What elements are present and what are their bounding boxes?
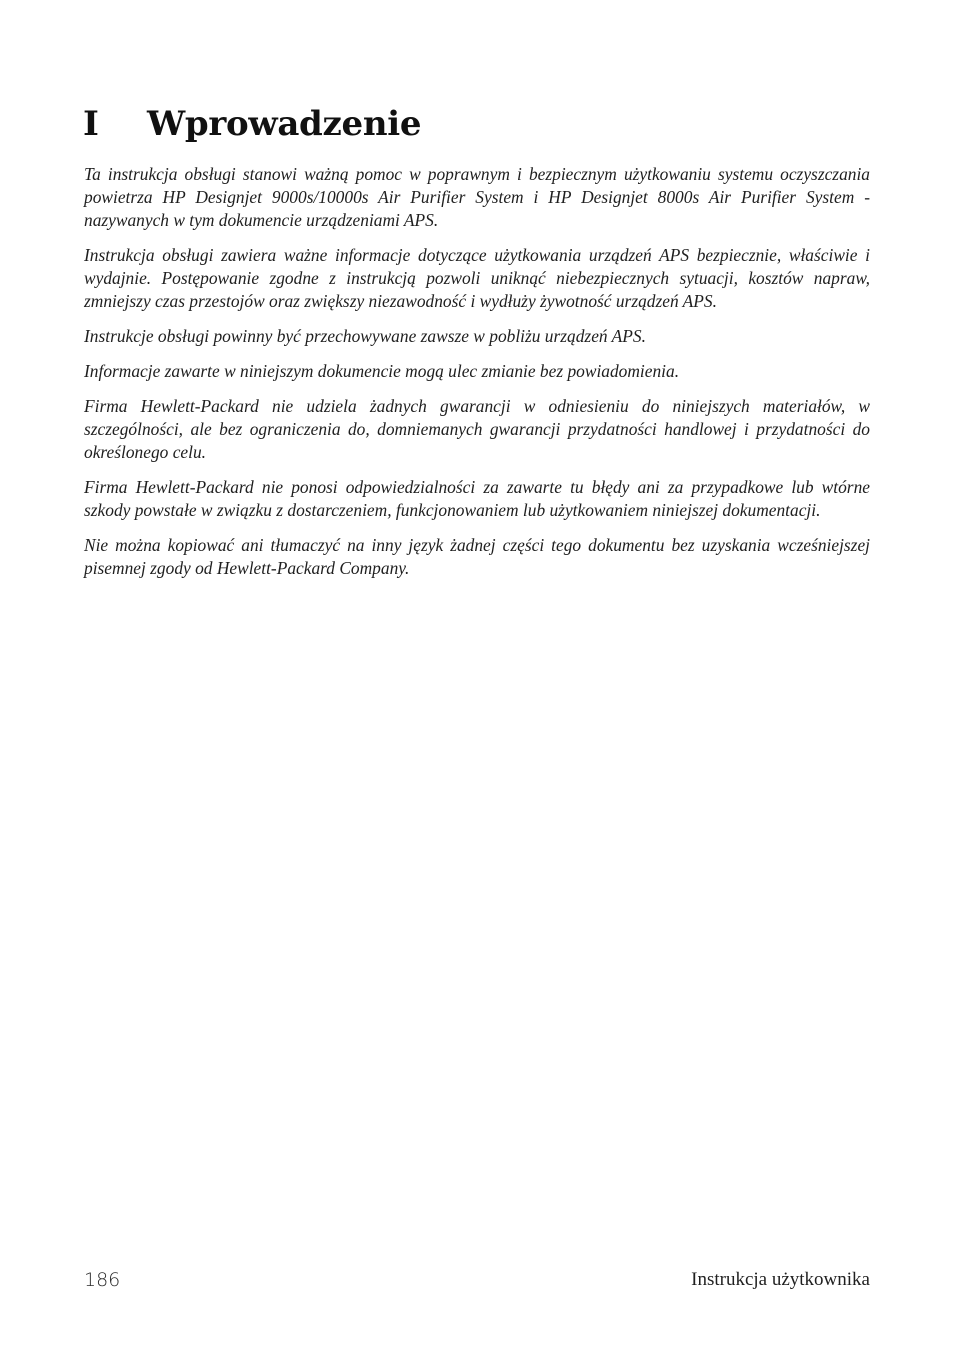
paragraph-liability-disclaimer: Firma Hewlett-Packard nie ponosi odpowiedzialności za zawarte tu błędy ani za przypadkowe lub wtórne szkody powstałe w związku z dostarczeniem, funkcjonowaniem lub użytkowaniem niniejszej dokumentacji. bbox=[84, 477, 870, 520]
paragraph-copyright: Nie można kopiować ani tłumaczyć na inny język żadnej części tego dokumentu bez uzyskania wcześniejszej pisemnej zgody od Hewlett-Packard Company. bbox=[84, 535, 870, 578]
chapter-title: Wprowadzenie bbox=[147, 104, 422, 144]
paragraph-warranty-disclaimer: Firma Hewlett-Packard nie udziela żadnych gwarancji w odniesieniu do niniejszych materiałów, w szczególności, ale bez ograniczenia do, domniemanych gwarancji przydatności handlowej i przydatności do określonego celu. bbox=[84, 396, 870, 462]
body-text bbox=[84, 163, 870, 592]
paragraph-intro: Ta instrukcja obsługi stanowi ważną pomoc w poprawnym i bezpiecznym użytkowaniu systemu oczyszczania powietrza HP Designjet 9000s/10000s Air Purifier System i HP Designjet 8000s Air Purifier System - nazywanych w tym dokumencie urządzeniami APS. bbox=[84, 164, 870, 230]
footer-document-title: Instrukcja użytkownika bbox=[691, 1269, 870, 1290]
paragraph-important-info: Instrukcja obsługi zawiera ważne informacje dotyczące użytkowania urządzeń APS bezpiecznie, właściwie i wydajnie. Postępowanie zgodne z instrukcją pozwoli uniknąć niebezpiecznych sytuacji, kosztów napraw, zmniejszy czas przestojów oraz zwiększy niezawodność i wydłuży żywotność urządzeń APS. bbox=[84, 245, 870, 311]
paragraph-storage: Instrukcje obsługi powinny być przechowywane zawsze w pobliżu urządzeń APS. bbox=[84, 326, 646, 346]
chapter-heading bbox=[83, 100, 421, 148]
page-number: 186 bbox=[84, 1269, 121, 1291]
paragraph-changes-notice: Informacje zawarte w niniejszym dokumencie mogą ulec zmianie bez powiadomienia. bbox=[84, 361, 680, 381]
chapter-number: I bbox=[83, 104, 99, 144]
